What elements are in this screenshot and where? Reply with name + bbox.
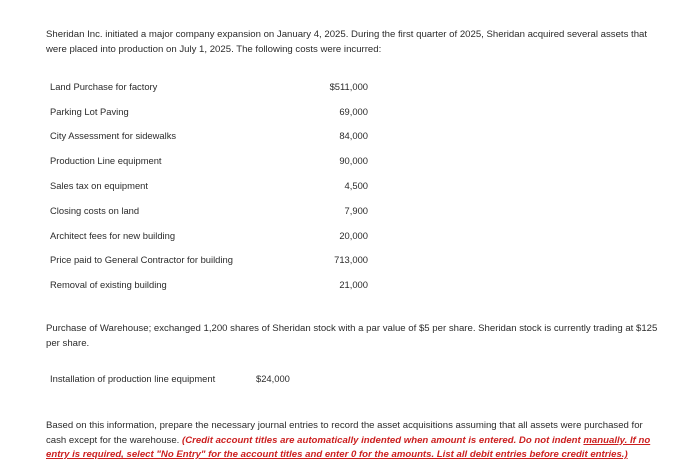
cost-row xyxy=(46,248,368,273)
cost-row xyxy=(46,124,368,149)
instructions-note-part1: (Credit account titles are automatically indented when amount is entered. Do not indent xyxy=(182,434,584,446)
cost-amount: 713,000 xyxy=(334,254,368,266)
cost-label: Closing costs on land xyxy=(50,204,140,216)
cost-row xyxy=(46,173,368,198)
warehouse-paragraph: Purchase of Warehouse; exchanged 1,200 shares of Sheridan stock with a par value of $5 per share. Sheridan stock is currently trading at $125 per share. xyxy=(46,323,658,349)
cost-label: Production Line equipment xyxy=(50,155,162,167)
cost-table xyxy=(46,74,368,297)
cost-row xyxy=(46,198,368,223)
cost-amount: 20,000 xyxy=(339,229,368,241)
cost-row xyxy=(46,99,368,124)
cost-amount: 4,500 xyxy=(344,180,368,192)
cost-row xyxy=(46,148,368,173)
cost-label: City Assessment for sidewalks xyxy=(50,130,177,142)
cost-label: Architect fees for new building xyxy=(50,229,176,241)
cost-label: Removal of existing building xyxy=(50,279,167,291)
cost-label: Sales tax on equipment xyxy=(50,180,148,192)
cost-row xyxy=(46,223,368,248)
instructions-paragraph xyxy=(46,419,658,463)
cost-amount: $511,000 xyxy=(329,80,368,92)
cost-label: Price paid to General Contractor for building xyxy=(50,254,233,266)
cost-amount: 69,000 xyxy=(339,105,368,117)
installation-label: Installation of production line equipment xyxy=(50,373,216,384)
cost-amount: 90,000 xyxy=(339,155,368,167)
cost-amount: 21,000 xyxy=(339,279,368,291)
intro-paragraph: Sheridan Inc. initiated a major company expansion on January 4, 2025. During the first quarter of 2025, Sheridan acquired several assets that were placed into production on July 1, 2025. The following costs were incurred: xyxy=(46,29,648,55)
cost-amount: 7,900 xyxy=(344,204,368,216)
cost-amount: 84,000 xyxy=(339,130,368,142)
cost-row xyxy=(46,74,368,99)
instructions-note-part2: manually. If no entry is required, select "No Entry" for the account titles and enter 0 for the amounts. List all debit entries before credit entries.) xyxy=(46,434,651,460)
installation-row xyxy=(50,373,290,384)
cost-row xyxy=(46,272,368,297)
installation-amount: $24,000 xyxy=(256,373,290,384)
cost-label: Land Purchase for factory xyxy=(50,80,158,92)
instructions-text: Based on this information, prepare the necessary journal entries to record the asset acquisitions assuming that all assets were purchased for cash except for the warehouse. xyxy=(46,420,643,446)
cost-label: Parking Lot Paving xyxy=(50,105,129,117)
